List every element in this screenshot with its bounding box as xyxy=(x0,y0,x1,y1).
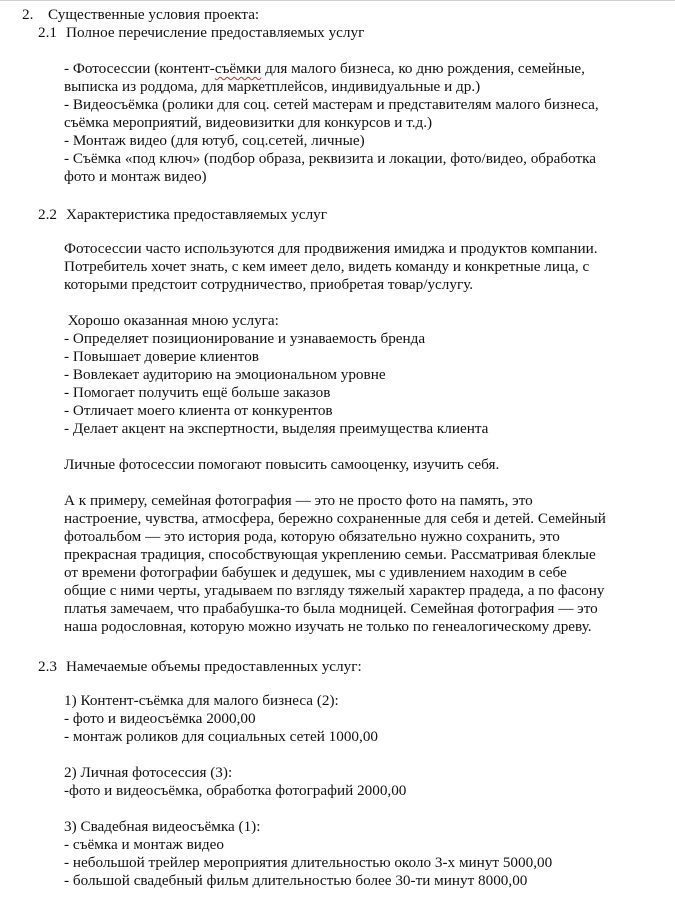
service-volumes xyxy=(64,692,664,890)
paragraph-line: платья замечаем, что прабабушка-то была модницей. Семейная фотография — это xyxy=(64,600,598,617)
subsection-title: Полное перечисление предоставляемых услуг xyxy=(66,24,365,41)
paragraph-line: которыми предстоит сотрудничество, приобретая товар/услугу. xyxy=(64,276,474,293)
list-item: выписка из роддома, для маркетплейсов, индивидуальные и др.) xyxy=(64,78,481,95)
list-item: -фото и видеосъёмка, обработка фотографий 2000,00 xyxy=(64,782,407,799)
list-item: - Видеосъёмка (ролики для соц. сетей мастерам и представителям малого бизнеса, xyxy=(64,96,599,113)
subsection-2-2-heading xyxy=(38,206,538,224)
section-title: Существенные условия проекта: xyxy=(48,6,260,23)
benefits-title: Хорошо оказанная мною услуга: xyxy=(64,312,279,329)
list-item: - Съёмка «под ключ» (подбор образа, реквизита и локации, фото/видео, обработка xyxy=(64,150,597,167)
list-item: фото и монтаж видео) xyxy=(64,168,207,185)
paragraph-line: общие с ними черты, угадываем по взгляду тяжелый характер прадеда, а по фасону xyxy=(64,582,605,599)
subsection-number: 2.3 xyxy=(38,658,57,675)
paragraph-line: фотоальбом — это история рода, которую обязательно нужно сохранить, это xyxy=(64,528,560,545)
group-title: 2) Личная фотосессия (3): xyxy=(64,764,233,781)
list-item: - Отличает моего клиента от конкурентов xyxy=(64,402,333,419)
list-item: - Монтаж видео (для ютуб, соц.сетей, личные) xyxy=(64,132,365,149)
paragraph-line: Потребитель хочет знать, с кем имеет дело, видеть команду и конкретные лица, с xyxy=(64,258,590,275)
list-item: съёмка мероприятий, видеовизитки для конкурсов и т.д.) xyxy=(64,114,433,131)
paragraph-line: настроение, чувства, атмосфера, бережно сохраненные для себя и детей. Семейный xyxy=(64,510,606,527)
paragraph-line: Личные фотосессии помогают повысить самооценку, изучить себя. xyxy=(64,456,500,473)
paragraph-line: А к примеру, семейная фотография — это не просто фото на память, это xyxy=(64,492,533,509)
spellcheck-underline: съёмки xyxy=(214,60,262,77)
paragraph-line: наша родословная, которую можно изучать не только по генеалогическому древу. xyxy=(64,618,592,635)
list-item: - Вовлекает аудиторию на эмоциональном уровне xyxy=(64,366,386,383)
list-item: - Определяет позиционирование и узнаваемость бренда xyxy=(64,330,426,347)
list-item: - большой свадебный фильм длительностью более 30-ти минут 8000,00 xyxy=(64,872,528,889)
group-title: 1) Контент-съёмка для малого бизнеса (2): xyxy=(64,692,339,709)
list-item: - монтаж роликов для социальных сетей 1000,00 xyxy=(64,728,379,745)
list-item: - Повышает доверие клиентов xyxy=(64,348,259,365)
paragraph-line: Фотосессии часто используются для продвижения имиджа и продуктов компании. xyxy=(64,240,598,257)
section-number: 2. xyxy=(22,6,34,23)
subsection-number: 2.2 xyxy=(38,206,57,223)
page-top-border xyxy=(0,0,675,1)
list-item: - Делает акцент на экспертности, выделяя преимущества клиента xyxy=(64,420,489,437)
list-item: - фото и видеосъёмка 2000,00 xyxy=(64,710,256,727)
list-item: - съёмка и монтаж видео xyxy=(64,836,224,853)
subsection-title: Намечаемые объемы предоставленных услуг: xyxy=(66,658,362,675)
subsection-2-3-heading xyxy=(38,658,538,676)
group-title: 3) Свадебная видеосъёмка (1): xyxy=(64,818,261,835)
paragraph-line: прекрасная традиция, способствующая укреплению семьи. Рассматривая блеклые xyxy=(64,546,596,563)
subsection-number: 2.1 xyxy=(38,24,57,41)
services-characteristics xyxy=(64,240,664,636)
section-heading xyxy=(22,6,422,24)
list-item: - Помогает получить ещё больше заказов xyxy=(64,384,331,401)
list-item: - небольшой трейлер мероприятия длительностью около 3-х минут 5000,00 xyxy=(64,854,553,871)
paragraph-line: от времени фотографии бабушек и дедушек, мы с удивлением находим в себе xyxy=(64,564,567,581)
subsection-title: Характеристика предоставляемых услуг xyxy=(66,206,327,223)
list-item: - Фотосессии (контент-съёмки для малого бизнеса, ко дню рождения, семейные, xyxy=(64,60,585,77)
subsection-2-1-heading xyxy=(38,24,538,42)
services-list xyxy=(64,60,664,186)
